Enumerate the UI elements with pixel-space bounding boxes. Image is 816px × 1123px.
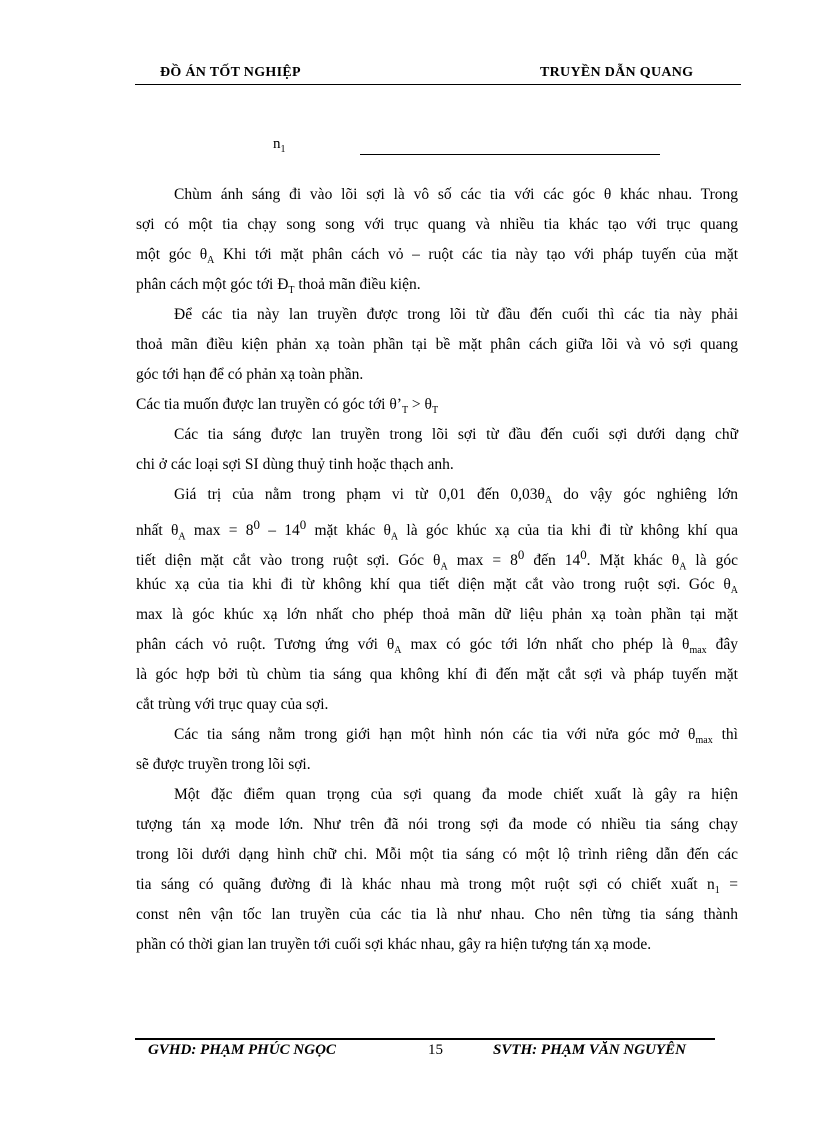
text-line: Chùm ánh sáng đi vào lõi sợi là vô số các tia với các góc θ khác nhau. Trong — [174, 186, 738, 203]
text-line: sợi có một tia chạy song song với trục quang và nhiều tia khác tạo với trục quang — [136, 216, 738, 233]
text-line: thoả mãn điều kiện phản xạ toàn phần tại bề mặt phân cách giữa lõi và vỏ sợi quang — [136, 336, 738, 353]
figure-label-n1: $n_1$ — [273, 136, 286, 155]
text-line: phân cách vỏ ruột. Tương ứng với $\theta_A$ max có góc tới lớn nhất cho phép là $\theta_{max}$ đây — [136, 636, 738, 657]
footer-supervisor: GVHD: PHẠM PHÚC NGỌC — [148, 1042, 336, 1058]
header-title-right: TRUYỀN DẪN QUANG — [540, 65, 694, 80]
header-title-left: ĐỒ ÁN TỐT NGHIỆP — [160, 65, 301, 80]
text-line: phần có thời gian lan truyền tới cuối sợi khác nhau, gây ra hiện tượng tán xạ mode. — [136, 936, 652, 953]
text-line: trong lõi dưới dạng hình chữ chi. Mỗi một tia sáng có một lộ trình riêng dẫn đến các — [136, 846, 738, 863]
text-line: Để các tia này lan truyền được trong lõi từ đầu đến cuối thì các tia này phải — [174, 306, 738, 323]
text-line: max là góc khúc xạ lớn nhất cho phép thoả mãn dữ liệu phản xạ toàn phần tại mặt — [136, 606, 738, 623]
figure-core-line — [360, 154, 660, 155]
text-line: tiết diện mặt cắt vào trong ruột sợi. Góc $\theta_A$ $\max = 8^0$ đến $14^0$. Mặt khác $\theta_A$ là góc — [136, 547, 738, 573]
text-line: const nên vận tốc lan truyền của các tia là như nhau. Cho nên từng tia sáng thành — [136, 906, 738, 923]
text-line: cắt trùng với trục quay của sợi. — [136, 696, 329, 713]
text-line: Một đặc điểm quan trọng của sợi quang đa mode chiết xuất là gây ra hiện — [174, 786, 738, 803]
text-line: Các tia muốn được lan truyền có góc tới $\theta’_T > \theta_T$ — [136, 396, 439, 417]
page-number: 15 — [428, 1042, 443, 1058]
footer-student: SVTH: PHẠM VĂN NGUYÊN — [493, 1042, 686, 1058]
text-line: chi ở các loại sợi SI dùng thuỷ tinh hoặc thạch anh. — [136, 456, 454, 473]
text-line: Các tia sáng được lan truyền trong lõi sợi từ đầu đến cuối sợi dưới dạng chữ — [174, 426, 738, 443]
text-line: nhất $\theta_A$ $\max = 8^0 - 14^0$ mặt khác $\theta_A$ là góc khúc xạ của tia khi đi từ không khí qua — [136, 517, 738, 543]
text-line: khúc xạ của tia khi đi từ không khí qua tiết diện mặt cắt vào trong ruột sợi. Góc $\theta_A$ — [136, 576, 738, 597]
text-line: Giá trị của nằm trong phạm vi từ 0,01 đến $0,03\theta_A$ do vậy góc nghiêng lớn — [174, 486, 738, 507]
text-line: tượng tán xạ mode lớn. Như trên đã nói trong sợi đa mode có nhiều tia sáng chạy — [136, 816, 738, 833]
text-line: góc tới hạn để có phản xạ toàn phần. — [136, 366, 364, 383]
footer-rule — [135, 1038, 715, 1040]
text-line: Các tia sáng nằm trong giới hạn một hình nón các tia với nửa góc mở $\theta_{max}$ thì — [174, 726, 738, 747]
header-rule — [135, 84, 741, 85]
text-line: một góc $\theta_A$ Khi tới mặt phân cách vỏ – ruột các tia này tạo với pháp tuyến của mặt — [136, 246, 739, 267]
text-line: là góc hợp bởi tù chùm tia sáng qua không khí đi đến mặt cắt sợi và pháp tuyến mặt — [136, 666, 738, 683]
text-line: phân cách một góc tới $Đ_T$ thoả mãn điều kiện. — [136, 276, 421, 297]
text-line: sẽ được truyền trong lõi sợi. — [136, 756, 311, 773]
text-line: tia sáng có quãng đường đi là khác nhau mà trong một ruột sợi có chiết xuất $n_1$ = — [136, 876, 738, 897]
